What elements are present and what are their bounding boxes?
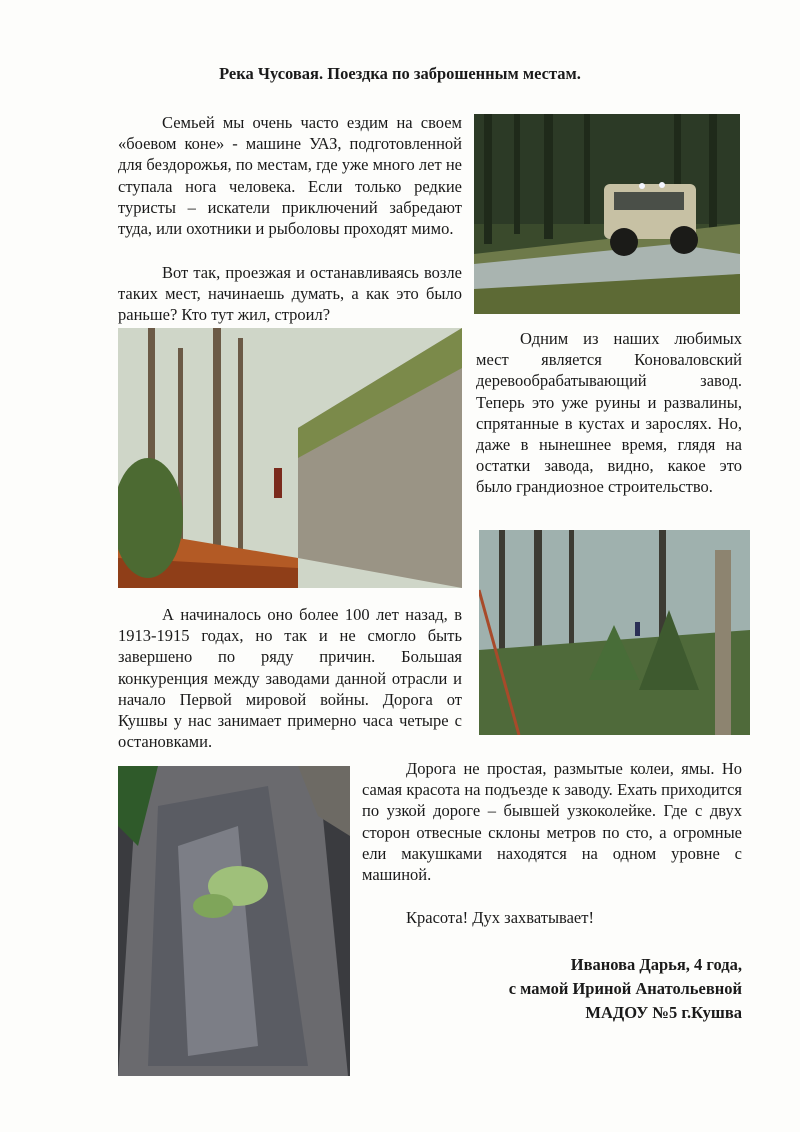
paragraph-thinking: Вот так, проезжая и останавливаясь возле таких мест, начинаешь думать, а как это было раньше? Кто тут жил, строил? (118, 263, 462, 325)
paragraph-history: А начиналось оно более 100 лет назад, в 1913-1915 годах, но так и не смогло быть завершено по ряду причин. Большая конкуренция между заводами данной отрасли и начало Первой мировой войны. Дорога от Кушвы у нас занимает примерно часа четыре с остановками. (118, 605, 462, 752)
paragraph-factory: Одним из наших любимых мест является Коноваловский деревообрабатывающий завод. Теперь это уже руины и развалины, спрятанные в кустах и зарослях. Но, даже в нынешнее время, глядя на остатки завода, видно, какое это было грандиозное строительство. (476, 329, 742, 497)
author-signature (509, 953, 742, 1025)
paragraph-road: Дорога не простая, размытые колеи, ямы. Но самая красота на подъезде к заводу. Ехать приходится по узкой дороге – бывшей узкоколейке. Где с двух сторон отвесные склоны метров по сто, а огромные ели макушками находятся на одном уровне с машиной. (362, 759, 742, 885)
photo-mossy-wall (118, 328, 462, 588)
paragraph-family-trips: Семьей мы очень часто ездим на своем «боевом коне» - машине УАЗ, подготовленной для бездорожья, по местам, где уже много лет не ступала нога человека. Если только редкие туристы – искатели приключений забредают туда, или охотники и рыболовы проходят мимо. (118, 113, 462, 239)
author-institution: МАДОУ №5 г.Кушва (585, 1003, 742, 1022)
photo-forest-ruins (479, 530, 750, 735)
author-companion: с мамой Ириной Анатольевной (508, 979, 742, 998)
paragraph-exclamation: Красота! Дух захватывает! (406, 908, 594, 927)
page-title: Река Чусовая. Поездка по заброшенным местам. (219, 64, 581, 83)
author-name: Иванова Дарья, 4 года, (570, 955, 742, 974)
photo-rock-cliff (118, 766, 350, 1076)
photo-uaz-offroad (474, 114, 740, 314)
